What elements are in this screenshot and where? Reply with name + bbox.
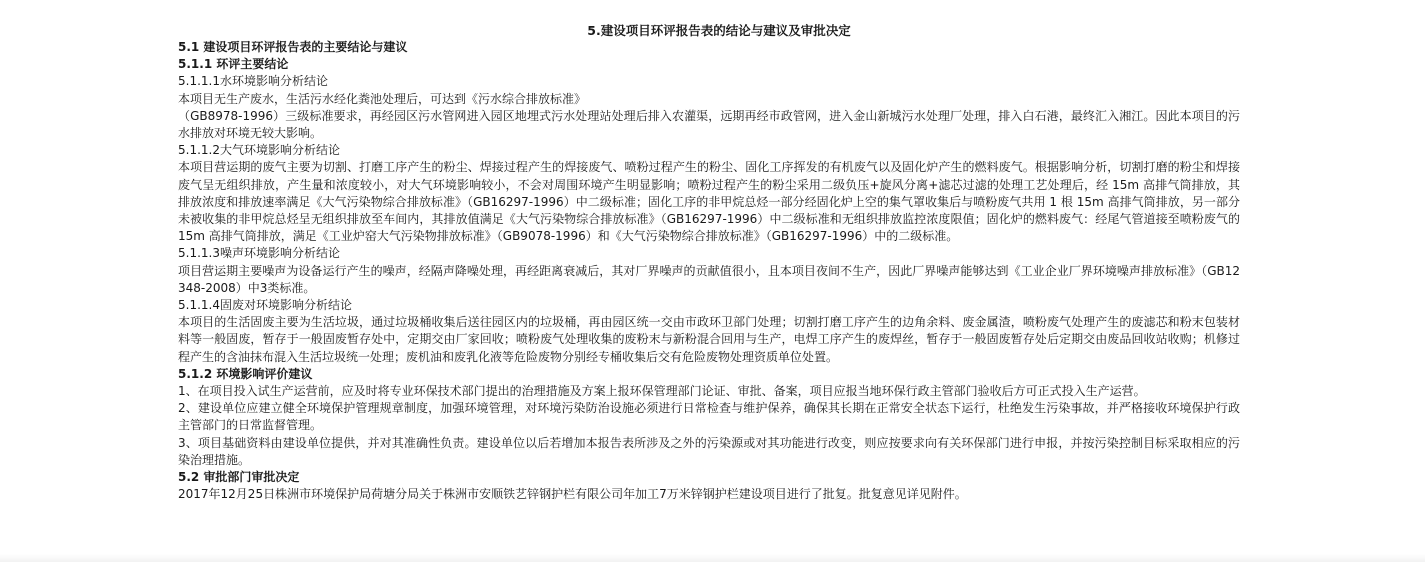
- paragraph-solid-waste: 本项目的生活固废主要为生活垃圾，通过垃圾桶收集后送往园区内的垃圾桶，再由园区统一交由市政环卫部门处理；切割打磨工序产生的边角余料、废金属渣，喷粉废气处理产生的废滤芯和粉末包装材料等一般固废，暂存于一般固废暂存处中，定期交由厂家回收；喷粉废气处理收集的废粉末与新粉混合回用与生产，电焊工序产生的废焊丝，暂存于一般固废暂存处后定期交由废品回收站收购；机修过程产生的含油抹布混入生活垃圾统一处理；废机油和废乳化液等危险废物分别经专桶收集后交有危险废物处理资质单位处置。: [178, 315, 1240, 364]
- page-bottom-shadow: [0, 554, 1425, 562]
- document-page: [178, 22, 1240, 503]
- paragraph-noise: 项目营运期主要噪声为设备运行产生的噪声，经隔声降噪处理，再经距离衰减后，其对厂界噪声的贡献值很小，且本项目夜间不生产，因此厂界噪声能够达到《工业企业厂界环境噪声排放标准》（GB12348-2008）中3类标准。: [178, 263, 1240, 295]
- subsection-heading-noise: 5.1.1.3噪声环境影响分析结论: [178, 246, 340, 261]
- paragraph-water-1: 本项目无生产废水，生活污水经化粪池处理后，可达到《污水综合排放标准》: [178, 91, 587, 106]
- subsection-heading-solid-waste: 5.1.1.4固废对环境影响分析结论: [178, 298, 352, 313]
- approval-paragraph: 2017年12月25日株洲市环境保护局荷塘分局关于株洲市安顺铁艺锌钢护栏有限公司年加工7万米锌钢护栏建设项目进行了批复。批复意见详见附件。: [178, 487, 967, 502]
- subsection-heading-air: 5.1.1.2大气环境影响分析结论: [178, 143, 340, 158]
- suggestion-item-2: 2、建设单位应建立健全环境保护管理规章制度，加强环境管理，对环境污染防治设施必须进行日常检查与维护保养，确保其长期在正常安全状态下运行，杜绝发生污染事故，并严格接收环境保护行政主管部门的日常监督管理。: [178, 401, 1240, 433]
- section-heading-5-1-1: 5.1.1 环评主要结论: [178, 57, 289, 72]
- suggestion-item-1: 1、在项目投入试生产运营前，应及时将专业环保技术部门提出的治理措施及方案上报环保管理部门论证、审批、备案，项目应报当地环保行政主管部门验收后方可正式投入生产运营。: [178, 384, 1146, 399]
- page-title: 5.建设项目环评报告表的结论与建议及审批决定: [587, 23, 851, 38]
- subsection-heading-water: 5.1.1.1水环境影响分析结论: [178, 74, 328, 89]
- paragraph-air: 本项目营运期的废气主要为切割、打磨工序产生的粉尘、焊接过程产生的焊接废气、喷粉过程产生的粉尘、固化工序挥发的有机废气以及固化炉产生的燃料废气。根据影响分析，切割打磨的粉尘和焊接废气呈无组织排放，产生量和浓度较小，对大气环境影响较小，不会对周围环境产生明显影响；喷粉过程产生的粉尘采用二级负压+旋风分离+滤芯过滤的处理工艺处理后，经 15m 高排气筒排放，其排放浓度和排放速率满足《大气污染物综合排放标准》（GB16297-1996）中二级标准；固化工序的非甲烷总烃一部分经固化炉上空的集气罩收集后与喷粉废气共用 1 根 15m 高排气筒排放，另一部分未被收集的非甲烷总烃呈无组织排放至车间内，其排放值满足《大气污染物综合排放标准》（GB16297-1996）中二级标准和无组织排放监控浓度限值；固化炉的燃料废气：经尾气管道接至喷粉废气的 15m 高排气筒排放，满足《工业炉窑大气污染物排放标准》（GB9078-1996）和《大气污染物综合排放标准》（GB16297-1996）中的二级标准。: [178, 160, 1240, 244]
- suggestion-item-3: 3、项目基础资料由建设单位提供，并对其准确性负责。建设单位以后若增加本报告表所涉及之外的污染源或对其功能进行改变，则应按要求向有关环保部门进行申报，并按污染控制目标采取相应的污染治理措施。: [178, 435, 1240, 467]
- section-heading-5-1: 5.1 建设项目环评报告表的主要结论与建议: [178, 40, 408, 54]
- paragraph-water-2: （GB8978-1996）三级标准要求，再经园区污水管网进入园区地埋式污水处理站处理后排入农灌渠，远期再经市政管网，进入金山新城污水处理厂处理，排入白石港，最终汇入湘江。因此本项目的污水排放对环境无较大影响。: [178, 108, 1240, 141]
- section-heading-5-1-2: 5.1.2 环境影响评价建议: [178, 366, 313, 381]
- section-heading-5-2: 5.2 审批部门审批决定: [178, 470, 300, 485]
